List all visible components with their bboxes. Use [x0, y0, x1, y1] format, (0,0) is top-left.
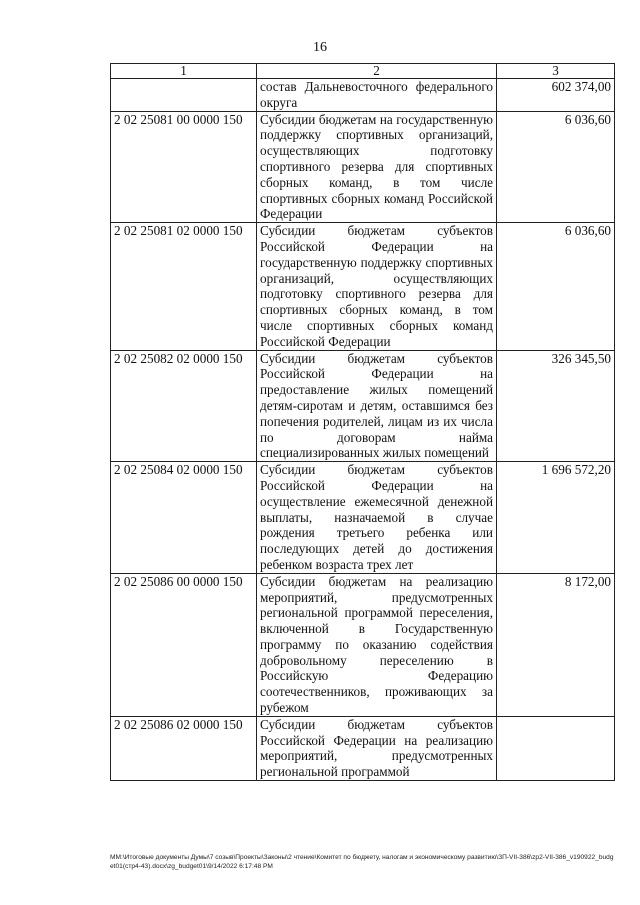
column-header-2: 2 [257, 64, 497, 79]
table-header-row [111, 64, 615, 79]
description-cell: Субсидии бюджетам субъектов Российской Федерации на осуществление ежемесячной денежной выплаты, назначаемой в случае рождения третьего ребенка или последующих детей до достижения ребенком возраста трех лет [257, 462, 497, 574]
description-cell: Субсидии бюджетам субъектов Российской Федерации на предоставление жилых помещений детям-сиротам и детям, оставшимся без попечения родителей, лицам из их числа по договорам найма специализированных жилых помещений [257, 350, 497, 462]
amount-cell: 326 345,50 [497, 350, 615, 462]
budget-code-cell: 2 02 25086 02 0000 150 [111, 716, 257, 780]
description-cell: Субсидии бюджетам субъектов Российской Федерации на реализацию мероприятий, предусмотренных региональной программой [257, 716, 497, 780]
amount-cell: 6 036,60 [497, 223, 615, 350]
table-row [111, 223, 615, 350]
amount-cell: 6 036,60 [497, 111, 615, 223]
column-header-1: 1 [111, 64, 257, 79]
table-row [111, 573, 615, 716]
amount-cell: 602 374,00 [497, 79, 615, 112]
amount-cell: 1 696 572,20 [497, 462, 615, 574]
budget-revenue-table [110, 63, 615, 781]
budget-code-cell: 2 02 25082 02 0000 150 [111, 350, 257, 462]
description-cell: Субсидии бюджетам на государственную поддержку спортивных организаций, осуществляющих подготовку спортивного резерва для спортивных сборных команд, в том числе спортивных сборных команд Российской Федерации [257, 111, 497, 223]
page-number: 16 [313, 40, 327, 55]
budget-code-cell: 2 02 25084 02 0000 150 [111, 462, 257, 574]
table-row [111, 111, 615, 223]
amount-cell: 8 172,00 [497, 573, 615, 716]
description-cell: состав Дальневосточного федерального округа [257, 79, 497, 112]
document-footer-path: ММ:\Итоговые документы Думы\7 созыв\Проекты\Законы\2 чтение\Комитет по бюджету, налогам и экономическому развитию\ЗП-VII-386\zp2-VII-386_v190922_budget01(стр4-43).docx\zg_budget01\9/14/2022 6:17:48 PM [110, 854, 614, 870]
budget-code-cell [111, 79, 257, 112]
description-cell: Субсидии бюджетам на реализацию мероприятий, предусмотренных региональной программой переселения, включенной в Государственную программу по оказанию содействия добровольному переселению в Российскую Федерацию соотечественников, проживающих за рубежом [257, 573, 497, 716]
table-row [111, 350, 615, 462]
amount-cell [497, 716, 615, 780]
budget-code-cell: 2 02 25081 02 0000 150 [111, 223, 257, 350]
table-row [111, 716, 615, 780]
column-header-3: 3 [497, 64, 615, 79]
table-row [111, 462, 615, 574]
description-cell: Субсидии бюджетам субъектов Российской Федерации на государственную поддержку спортивных организаций, осуществляющих подготовку спортивного резерва для спортивных сборных команд, в том числе спортивных сборных команд Российской Федерации [257, 223, 497, 350]
budget-code-cell: 2 02 25081 00 0000 150 [111, 111, 257, 223]
budget-code-cell: 2 02 25086 00 0000 150 [111, 573, 257, 716]
table-row [111, 79, 615, 112]
